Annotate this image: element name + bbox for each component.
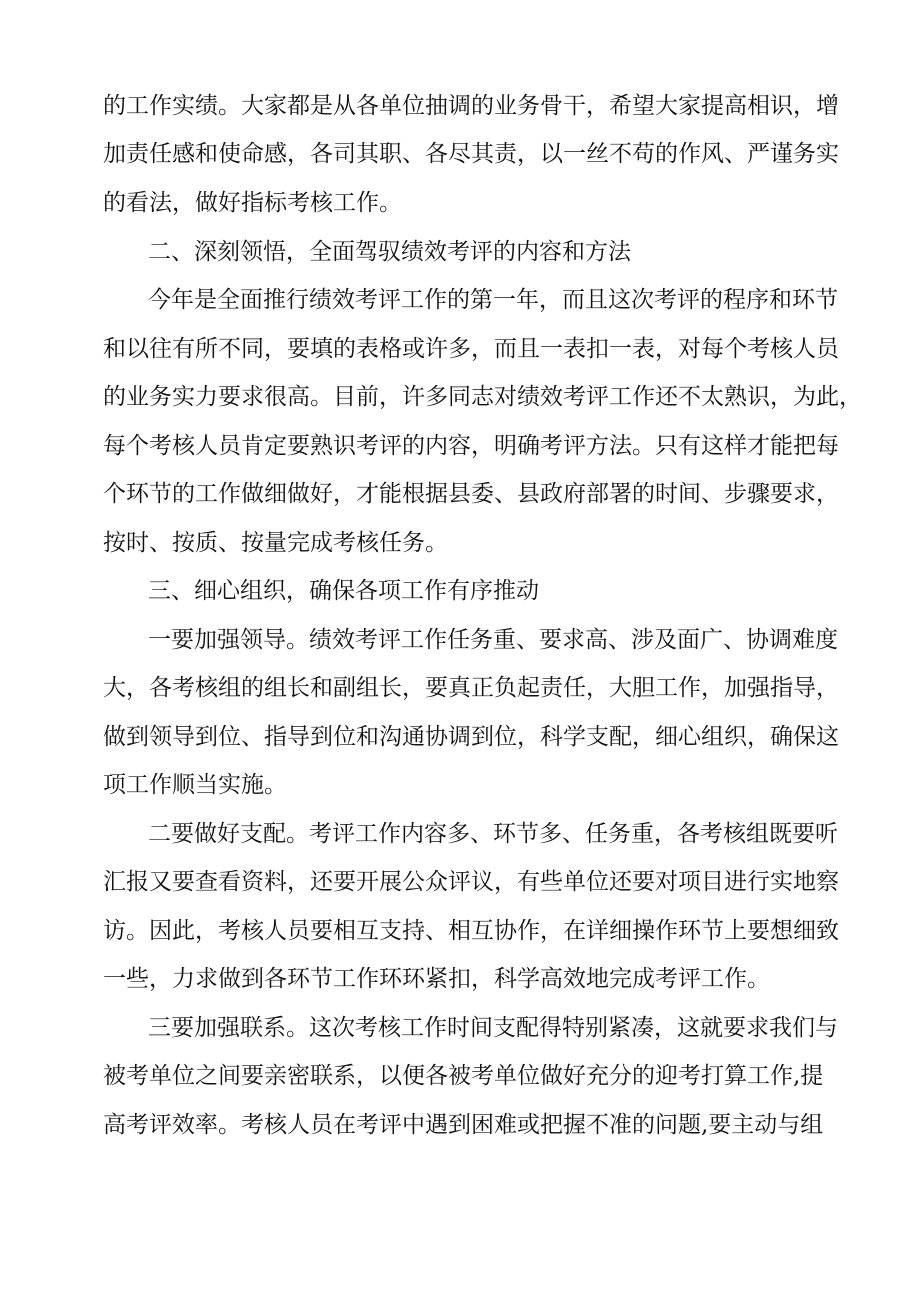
paragraph-4-line-1: 二要做好支配。考评工作内容多、环节多、任务重，各考核组既要听	[148, 821, 838, 847]
section-heading-2: 二、深刻领悟，全面驾驭绩效考评的内容和方法	[148, 239, 631, 265]
paragraph-3-line-1: 一要加强领导。绩效考评工作任务重、要求高、涉及面广、协调难度	[148, 627, 838, 653]
paragraph-2-line-2: 和以往有所不同，要填的表格或许多，而且一表扣一表，对每个考核人员	[103, 336, 839, 362]
paragraph-2-line-5: 个环节的工作做细做好，才能根据县委、县政府部署的时间、步骤要求，	[103, 481, 839, 507]
paragraph-2-line-6: 按时、按质、按量完成考核任务。	[103, 530, 448, 556]
paragraph-3-line-2: 大，各考核组的组长和副组长，要真正负起责任，大胆工作，加强指导，	[103, 675, 839, 701]
paragraph-2-line-4: 每个考核人员肯定要熟识考评的内容，明确考评方法。只有这样才能把每	[103, 433, 839, 459]
paragraph-3-line-4: 项工作顺当实施。	[103, 772, 287, 798]
paragraph-1-line-2: 加责任感和使命感，各司其职、各尽其责，以一丝不苟的作风、严谨务实	[103, 141, 839, 167]
paragraph-2-line-3: 的业务实力要求很高。目前，许多同志对绩效考评工作还不太熟识，为此，	[103, 384, 862, 410]
paragraph-5-line-1: 三要加强联系。这次考核工作时间支配得特别紧凑，这就要求我们与	[148, 1015, 838, 1041]
paragraph-1-line-1: 的工作实绩。大家都是从各单位抽调的业务骨干，希望大家提高相识，增	[103, 93, 839, 119]
paragraph-4-line-3: 访。因此，考核人员要相互支持、相互协作，在详细操作环节上要想细致	[103, 918, 839, 944]
paragraph-2-line-1: 今年是全面推行绩效考评工作的第一年，而且这次考评的程序和环节	[148, 287, 838, 313]
paragraph-3-line-3: 做到领导到位、指导到位和沟通协调到位，科学支配，细心组织，确保这	[103, 724, 839, 750]
paragraph-5-line-3: 高考评效率。考核人员在考评中遇到困难或把握不准的问题,要主动与组	[103, 1112, 824, 1138]
paragraph-4-line-2: 汇报又要查看资料，还要开展公众评议，有些单位还要对项目进行实地察	[103, 869, 839, 895]
section-heading-3: 三、细心组织，确保各项工作有序推动	[148, 578, 539, 604]
paragraph-5-line-2: 被考单位之间要亲密联系，以便各被考单位做好充分的迎考打算工作,提	[103, 1063, 824, 1089]
paragraph-4-line-4: 一些，力求做到各环节工作环环紧扣，科学高效地完成考评工作。	[103, 966, 770, 992]
paragraph-1-line-3: 的看法，做好指标考核工作。	[103, 190, 402, 216]
